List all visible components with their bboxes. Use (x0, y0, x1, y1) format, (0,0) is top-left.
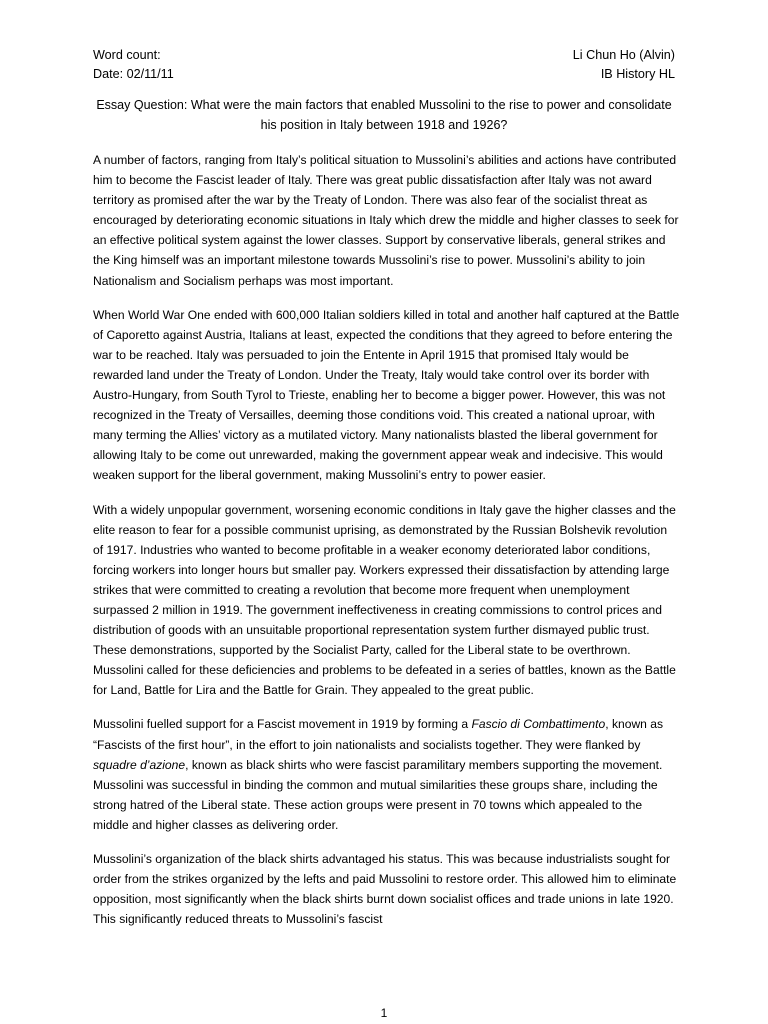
date-label: Date: 02/11/11 (93, 67, 174, 81)
essay-body (93, 150, 680, 943)
fascio-term: Fascio di Combattimento (471, 717, 606, 732)
page-number: 1 (380, 1006, 388, 1020)
paragraph-1: A number of factors, ranging from Italy’s political situation to Mussolini’s abilities and actions have contributed him to become the Fascist leader of Italy. There was great public dissatisfaction after Italy was not award territory as promised after the war by the Treaty of London. There was also fear of the socialist threat as encouraged by deteriorating economic situations in Italy which drew the middle and higher classes to seek for an effective political system against the lower classes. Support by conservative liberals, general strikes and the King himself was an important milestone towards Mussolini’s rise to power. Mussolini’s ability to join Nationalism and Socialism perhaps was most important. (93, 153, 679, 288)
paragraph-2: When World War One ended with 600,000 Italian soldiers killed in total and another half captured at the Battle of Caporetto against Austria, Italians at least, expected the conditions that they agreed to before entering the war to be reached. Italy was persuaded to join the Entente in April 1915 that promised Italy would be rewarded land under the Treaty of London. Under the Treaty, Italy would take control over its border with Austro-Hungary, from South Tyrol to Trieste, enabling her to become a bigger power. However, this was not recognized in the Treaty of Versailles, deeming those conditions void. This created a national uproar, with many terming the Allies’ victory as a mutilated victory. Many nationalists blasted the liberal government for allowing Italy to be come out unrewarded, making the government appear weak and indecisive. This would weaken support for the liberal government, making Mussolini’s entry to power easier. (93, 307, 680, 483)
author-name: Li Chun Ho (Alvin) (572, 48, 675, 62)
paragraph-4-part-c: , known as black shirts who were fascist paramilitary members supporting the movement. Mussolini was successful in binding the common and mutual similarities these groups share, including the strong hatred of the Liberal state. These action groups were present in 70 towns which appealed to the middle and higher classes as delivering order. (93, 757, 663, 832)
course-name: IB History HL (600, 67, 675, 81)
essay-question: Essay Question: What were the main factors that enabled Mussolini to the rise to power and consolidate his position in Italy between 1918 and 1926? (96, 98, 672, 132)
paragraph-4-part-a: Mussolini fuelled support for a Fascist movement in 1919 by forming a (93, 717, 472, 732)
paragraph-3: With a widely unpopular government, worsening economic conditions in Italy gave the higher classes and the elite reason to fear for a possible communist uprising, as demonstrated by the Russian Bolshevik revolution of 1917. Industries who wanted to become profitable in a weaker economy deteriorated labor conditions, forcing workers into longer hours but smaller pay. Workers expressed their dissatisfaction by attending large strikes that were committed to creating a revolution that become more frequent when unemployment surpassed 2 million in 1919. The government ineffectiveness in creating commissions to control prices and distribution of goods with an unsuitable proportional representation system further dismayed public trust. These demonstrations, supported by the Socialist Party, called for the Liberal state to be overthrown. Mussolini called for these deficiencies and problems to be defeated in a series of battles, known as the Battle for Land, Battle for Lira and the Battle for Grain. They appealed to the great public. (93, 502, 676, 698)
word-count-label: Word count: (93, 48, 161, 62)
paragraph-5: Mussolini’s organization of the black shirts advantaged his status. This was because industrialists sought for order from the strikes organized by the lefts and paid Mussolini to restore order. This allowed him to eliminate opposition, most significantly when the black shirts burnt down socialist offices and trade unions in late 1920. This significantly reduced threats to Mussolini’s fascist (93, 852, 677, 927)
squadre-term: squadre d’azione (93, 757, 186, 772)
paragraph-4 (93, 714, 680, 835)
paragraph-4-part-b: , known as “Fascists of the first hour”, in the effort to join nationalists and socialists together. They were flanked by (93, 717, 664, 752)
